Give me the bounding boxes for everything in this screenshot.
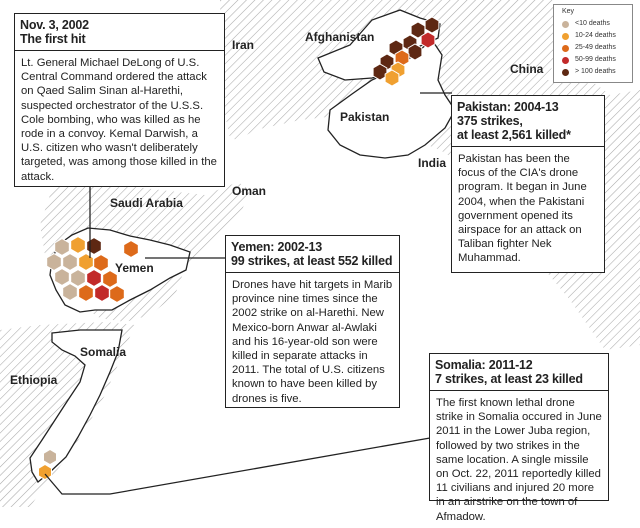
strike-hexagon: [39, 465, 52, 480]
legend-swatch: [562, 45, 569, 52]
legend-swatch: [562, 21, 569, 28]
label-somalia: Somalia: [80, 345, 127, 359]
legend-label: <10 deaths: [575, 20, 610, 27]
label-pakistan: Pakistan: [340, 110, 390, 124]
strike-hexagon: [71, 270, 86, 287]
callout-first-hit-header: [15, 14, 224, 51]
strike-hexagon: [94, 255, 109, 272]
strike-hexagon: [55, 239, 70, 256]
callout-pakistan-title: Pakistan: 2004-13: [457, 100, 559, 114]
strike-hexagon: [408, 44, 422, 60]
callout-somalia-strikes: 7 strikes, at least 23 killed: [435, 372, 583, 386]
callout-somalia-header: [430, 354, 608, 391]
label-saudi-arabia: Saudi Arabia: [110, 196, 183, 210]
strike-hexagon: [63, 284, 78, 301]
strike-hexagon: [385, 70, 399, 86]
legend-label: 25-49 deaths: [575, 44, 616, 51]
legend-title: Key: [562, 8, 575, 15]
strike-hexagon: [124, 241, 139, 258]
callout-first-hit: [14, 13, 225, 187]
callout-pakistan-killed: at least 2,561 killed*: [457, 128, 571, 142]
label-iran: Iran: [232, 38, 255, 52]
callout-pakistan-header: [452, 96, 604, 147]
callout-yemen-title: Yemen: 2002-13: [231, 240, 323, 254]
strike-hexagon: [47, 254, 62, 271]
strike-hexagon: [55, 269, 70, 286]
legend-swatch: [562, 69, 569, 76]
strike-hexagon: [425, 17, 439, 33]
strike-hexagon: [87, 238, 102, 255]
callout-pakistan: [451, 95, 605, 273]
label-china: China: [510, 62, 544, 76]
strike-hexagon: [71, 237, 86, 254]
leader-somalia: [45, 438, 430, 494]
callout-somalia: [429, 353, 609, 523]
legend-label: > 100 deaths: [575, 68, 616, 75]
label-ethiopia: Ethiopia: [10, 373, 58, 387]
label-oman: Oman: [232, 184, 267, 198]
label-india: India: [418, 156, 447, 170]
callout-yemen-text: Drones have hit targets in Marib province nine times since the 2002 strike on al-Harethi. New Mexico-born Anwar al-Awlaki and his 16-year-old son were killed in separate attacks in 2011. The total of U.S. citizens known to have been killed by drones is five.: [232, 279, 393, 405]
strike-hexagon: [110, 286, 125, 303]
label-afghanistan: Afghanistan: [305, 30, 375, 44]
label-yemen: Yemen: [115, 261, 154, 275]
strike-hexagon: [79, 254, 94, 271]
callout-first-hit-title: The first hit: [20, 32, 86, 46]
callout-yemen-header: [226, 236, 399, 273]
callout-yemen: [225, 235, 400, 408]
callout-pakistan-text: Pakistan has been the focus of the CIA's drone program. It began in June 2004, when the Pakistani government opened its airspace for an attack on Taliban fighter Nek Muhammad.: [458, 153, 587, 265]
strike-hexagon: [421, 32, 435, 48]
legend-label: 50-99 deaths: [575, 56, 616, 63]
callout-somalia-text: The first known lethal drone strike in Somalia occured in June 2011 in the Lower Juba region, followed by two strikes in the same location. A single missile on Oct. 22, 2011 reportedly killed 11 civilians and injured 20 more in an airstrike on the town of Afmadow.: [436, 397, 602, 523]
strike-hexagon: [79, 285, 94, 302]
legend-swatch: [562, 57, 569, 64]
strike-hexagon: [44, 450, 57, 465]
callout-first-hit-date: Nov. 3, 2002: [20, 18, 89, 32]
callout-yemen-strikes: 99 strikes, at least 552 killed: [231, 254, 393, 268]
callout-somalia-title: Somalia: 2011-12: [435, 358, 533, 372]
callout-first-hit-text: Lt. General Michael DeLong of U.S. Central Command ordered the attack on Qaed Salim Sinan al-Harethi, suspected orchestrator of the U.S.S. Cole bombing, who was killed as he rode in a convoy. Kemal Darwish, a U.S. citizen who wasn't deliberately targeted, was among those killed in the attack.: [21, 57, 217, 183]
strike-hexagon: [63, 254, 78, 271]
strike-hexagon: [87, 270, 102, 287]
legend-swatch: [562, 33, 569, 40]
legend: [553, 4, 633, 83]
legend-label: 10-24 deaths: [575, 32, 616, 39]
strike-hexagon: [95, 285, 110, 302]
callout-pakistan-strikes: 375 strikes,: [457, 114, 523, 128]
